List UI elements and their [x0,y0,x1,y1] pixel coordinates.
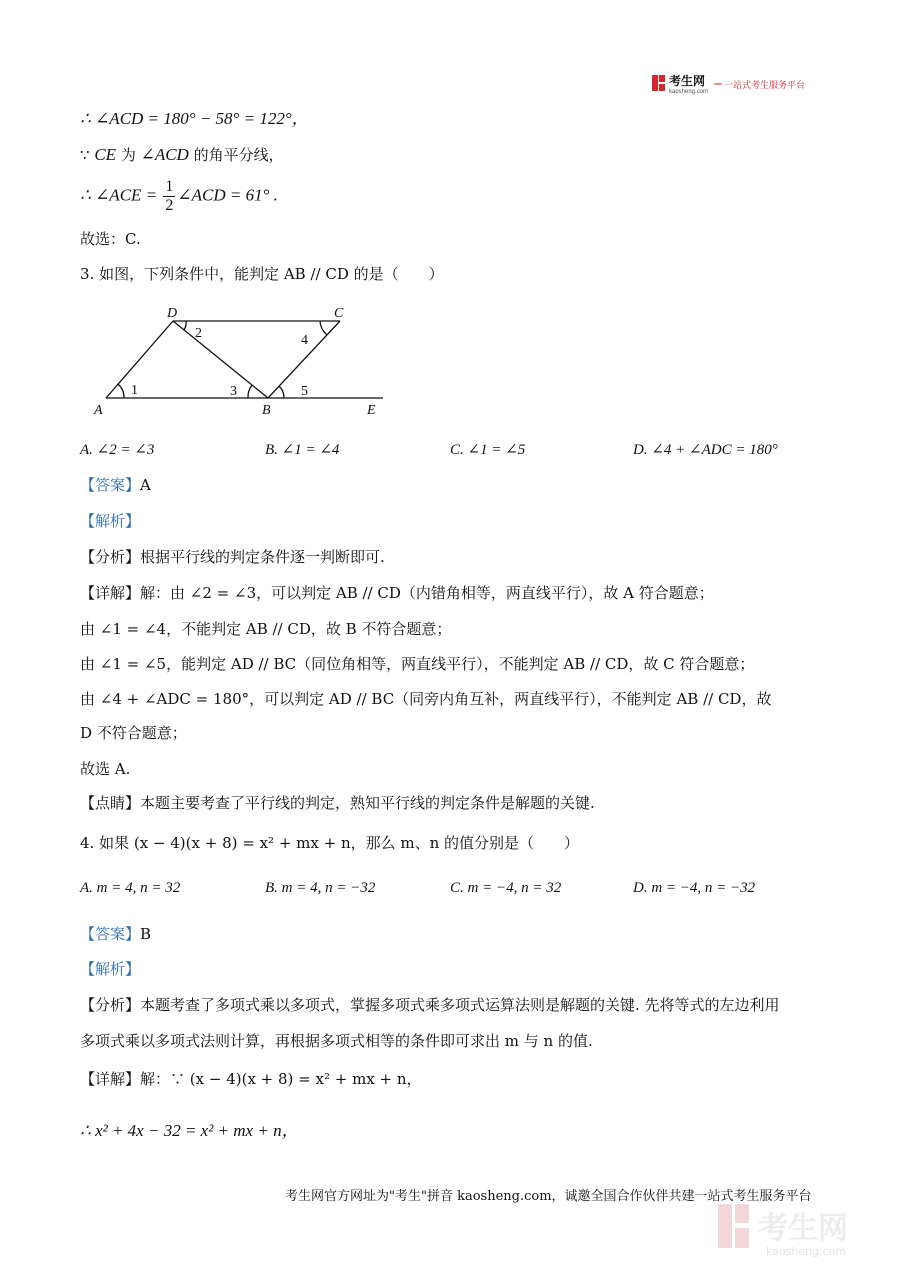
q3-detail-1: 【详解】解：由 ∠2 = ∠3，可以判定 AB // CD（内错角相等，两直线平行），故 A 符合题意； [80,584,714,602]
question-3: 3. 如图，下列条件中，能判定 AB // CD 的是（ ） [80,265,444,283]
ce-text: CE [94,145,117,164]
watermark-text: 考生网 [758,1211,848,1246]
q3-option-a: A. ∠2 = ∠3 [80,442,155,458]
line-acd: ∴ ∠ACD = 180° − 58° = 122°， [80,109,309,128]
q4-option-a: A. m = 4, n = 32 [80,880,181,896]
wei-text: 为 [116,146,141,164]
line-ce-bisector [80,144,284,166]
logo-sub: kaosheng.com [669,89,709,95]
label-d: D [167,306,178,321]
q3-detail-5: D 不符合题意； [80,724,187,742]
watermark-sub: kaosheng.com [766,1245,847,1258]
bisector-text: 的角平分线， [188,146,284,164]
q3-fenxi: 【分析】根据平行线的判定条件逐一判断即可. [80,548,385,566]
label-angle-5: 5 [301,384,308,399]
q4-answer: 【答案】B [80,925,152,943]
q4-fenxi-2: 多项式乘以多项式法则计算，再根据多项式相等的条件即可求出 m 与 n 的值. [80,1032,593,1050]
logo-slogan: 一站式考生服务平台 [724,81,806,91]
q3-answer: 【答案】A [80,476,151,494]
q4-analysis-tag: 【解析】 [80,960,141,978]
footer-text: 考生网官方网址为"考生"拼音 kaosheng.com，诚邀全国合作伙伴共建一站式考生服务平台 [285,1189,812,1204]
label-c: C [334,306,344,321]
q3-option-b: B. ∠1 = ∠4 [265,442,340,458]
label-e: E [367,403,376,418]
line-ace: ∴ ∠ACE = $\frac{1}{2}$ ∠ACD = 61° . [80,178,278,214]
q3-option-d: D. ∠4 + ∠ADC = 180° [633,442,778,458]
q4-detail-1: 【详解】解：∵ (x − 4)(x + 8) = x² + mx + n， [80,1070,422,1088]
q4-option-d: D. m = −4, n = −32 [633,880,756,896]
kaosheng-logo [652,73,822,95]
q3-analysis-tag: 【解析】 [80,512,141,530]
q3-detail-6: 故选 A. [80,760,131,778]
q4-detail-2: ∴ x² + 4x − 32 = x² + mx + n， [80,1121,299,1140]
watermark-logo [718,1200,888,1260]
label-b: B [262,403,271,418]
q3-option-c: C. ∠1 = ∠5 [450,442,526,458]
q4-option-c: C. m = −4, n = 32 [450,880,562,896]
label-angle-3: 3 [230,384,237,399]
q3-detail-4: 由 ∠4 + ∠ADC = 180°，可以判定 AD // BC（同旁内角互补，两直线平行），不能判定 AB // CD，故 [80,690,772,708]
q3-detail-3: 由 ∠1 = ∠5，能判定 AD // BC（同位角相等，两直线平行），不能判定 AB // CD，故 C 符合题意； [80,655,755,673]
q4-fenxi-1: 【分析】本题考查了多项式乘以多项式，掌握多项式乘多项式运算法则是解题的关键. 先将等式的左边利用 [80,996,780,1014]
because-sign: ∵ [80,146,95,164]
q3-dianjing: 【点睛】本题主要考查了平行线的判定，熟知平行线的判定条件是解题的关键. [80,794,595,812]
q4-option-b: B. m = 4, n = −32 [265,880,376,896]
label-angle-4: 4 [301,333,308,348]
label-angle-2: 2 [195,326,202,341]
choose-c: 故选：C. [80,230,141,248]
fraction-half: $\frac{1}{2}$ [165,178,174,214]
question-4: 4. 如果 (x − 4)(x + 8) = x² + mx + n，那么 m、n 的值分别是（ ） [80,834,580,852]
q3-detail-2: 由 ∠1 = ∠4，不能判定 AB // CD，故 B 不符合题意； [80,620,452,638]
parallel-lines-figure [80,300,400,425]
angle-acd: ∠ACD [140,145,189,164]
label-a: A [94,403,103,418]
label-angle-1: 1 [131,383,138,398]
logo-text: 考生网 [669,74,706,88]
